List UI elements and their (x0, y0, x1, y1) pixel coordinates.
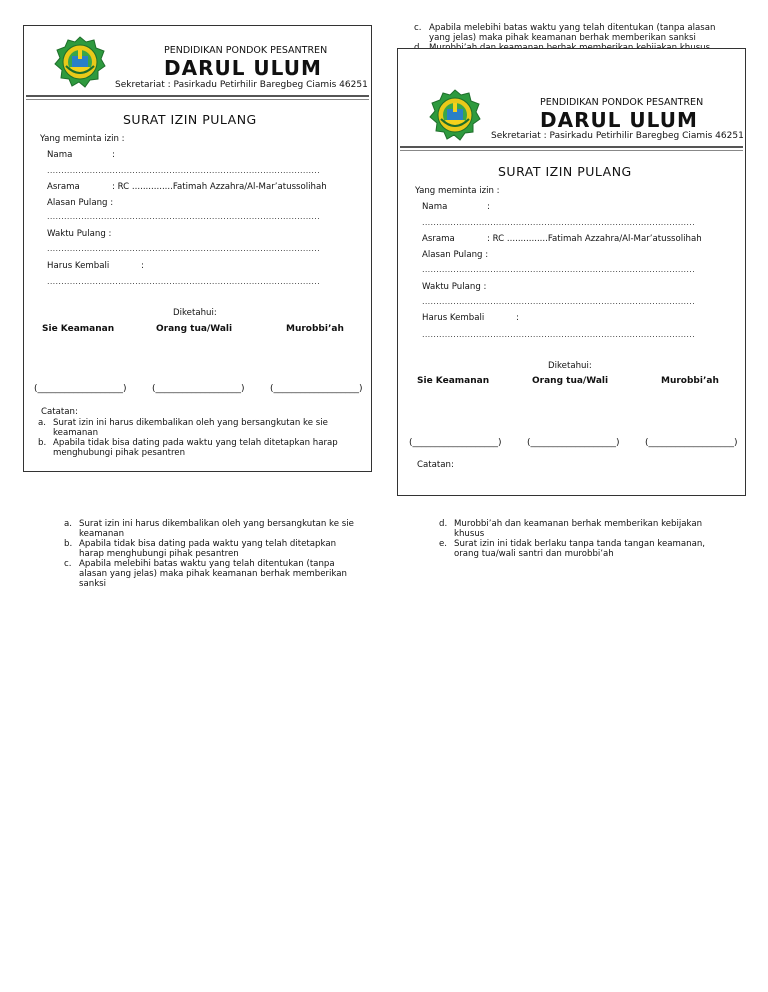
sig-parent-label: Orang tua/Wali (156, 324, 233, 334)
header-divider-thin (26, 99, 369, 100)
header-divider (400, 146, 743, 148)
list-item: a. Surat izin ini harus dikembalikan oleh yang bersangkutan ke sie keamanan (64, 519, 354, 539)
list-item: c. Apabila melebihi batas waktu yang telah ditentukan (tanpa alasan yang jelas) maka pihak keamanan berhak memberikan sanksi (414, 23, 716, 43)
form-title: SURAT IZIN PULANG (123, 112, 257, 127)
notes-list-bottom-left (64, 519, 354, 589)
sig-security-label: Sie Keamanan (42, 324, 115, 334)
return-colon: : (516, 313, 519, 323)
reason-field[interactable]: ................................................................................................ (47, 212, 320, 221)
reason-label: Alasan Pulang : (47, 198, 114, 208)
name-field[interactable]: ................................................................................................ (47, 166, 320, 175)
header-divider-thin (400, 150, 743, 151)
permit-form-right (397, 48, 746, 496)
name-colon: : (487, 202, 490, 212)
list-item: b. Apabila tidak bisa dating pada waktu yang telah ditetapkan harap menghubungi pihak pesantren (64, 539, 337, 559)
org-address: Sekretariat : Pasirkadu Petirhilir Baregbeg Ciamis 46251 (115, 80, 368, 90)
notes-list (38, 418, 354, 458)
sig-murobbi-line[interactable]: (___________________) (645, 438, 738, 448)
known-label: Diketahui: (548, 361, 592, 371)
org-title: DARUL ULUM (164, 56, 322, 80)
org-title: DARUL ULUM (540, 108, 698, 132)
time-field[interactable]: ................................................................................................ (47, 244, 320, 253)
requester-label: Yang meminta izin : (40, 134, 125, 144)
header-divider (26, 95, 369, 97)
org-subtitle: PENDIDIKAN PONDOK PESANTREN (540, 97, 704, 108)
name-label: Nama (422, 202, 448, 212)
time-label: Waktu Pulang : (47, 229, 112, 239)
list-item: b. Apabila tidak bisa dating pada waktu yang telah ditetapkan harap menghubungi pihak pesantren (38, 438, 338, 458)
notes-label: Catatan: (417, 460, 454, 470)
requester-label: Yang meminta izin : (415, 186, 500, 196)
time-label: Waktu Pulang : (422, 282, 487, 292)
sig-security-line[interactable]: (___________________) (34, 384, 127, 394)
name-colon: : (112, 150, 115, 160)
sig-murobbi-line[interactable]: (___________________) (270, 384, 363, 394)
dorm-label: Asrama (422, 234, 455, 244)
notes-label: Catatan: (41, 407, 78, 417)
return-label: Harus Kembali (47, 261, 110, 271)
name-label: Nama (47, 150, 73, 160)
sig-parent-line[interactable]: (___________________) (152, 384, 245, 394)
dorm-value: : RC ...............Fatimah Azzahra/Al-Mar’atussolihah (487, 234, 702, 244)
return-colon: : (141, 261, 144, 271)
list-item: c. Apabila melebihi batas waktu yang telah ditentukan (tanpa alasan yang jelas) maka pihak keamanan berhak memberikan sanksi (64, 559, 347, 589)
notes-list-bottom-right (439, 519, 729, 559)
return-field[interactable]: ................................................................................................ (47, 277, 320, 286)
pesantren-logo-icon (54, 36, 106, 88)
form-title: SURAT IZIN PULANG (498, 164, 632, 179)
sig-parent-line[interactable]: (___________________) (527, 438, 620, 448)
org-subtitle: PENDIDIKAN PONDOK PESANTREN (164, 45, 328, 56)
pesantren-logo-icon (429, 89, 481, 141)
return-label: Harus Kembali (422, 313, 485, 323)
list-item: a. Surat izin ini harus dikembalikan oleh yang bersangkutan ke sie keamanan (38, 418, 328, 438)
reason-field[interactable]: ................................................................................................ (422, 265, 695, 274)
dorm-label: Asrama (47, 182, 80, 192)
sig-murobbi-label: Murobbi’ah (661, 376, 719, 386)
list-item: d. Murobbi’ah dan keamanan berhak memberikan kebijakan khusus (439, 519, 703, 539)
known-label: Diketahui: (173, 308, 217, 318)
reason-label: Alasan Pulang : (422, 250, 489, 260)
sig-parent-label: Orang tua/Wali (532, 376, 609, 386)
time-field[interactable]: ................................................................................................ (422, 297, 695, 306)
dorm-value: : RC ...............Fatimah Azzahra/Al-Mar’atussolihah (112, 182, 327, 192)
permit-form-left (23, 25, 372, 472)
return-field[interactable]: ................................................................................................ (422, 330, 695, 339)
sig-murobbi-label: Murobbi’ah (286, 324, 344, 334)
org-address: Sekretariat : Pasirkadu Petirhilir Baregbeg Ciamis 46251 (491, 131, 744, 141)
list-item: e. Surat izin ini tidak berlaku tanpa tanda tangan keamanan, orang tua/wali santri dan murobbi’ah (439, 539, 706, 559)
name-field[interactable]: ................................................................................................ (422, 218, 695, 227)
sig-security-line[interactable]: (___________________) (409, 438, 502, 448)
sig-security-label: Sie Keamanan (417, 376, 490, 386)
